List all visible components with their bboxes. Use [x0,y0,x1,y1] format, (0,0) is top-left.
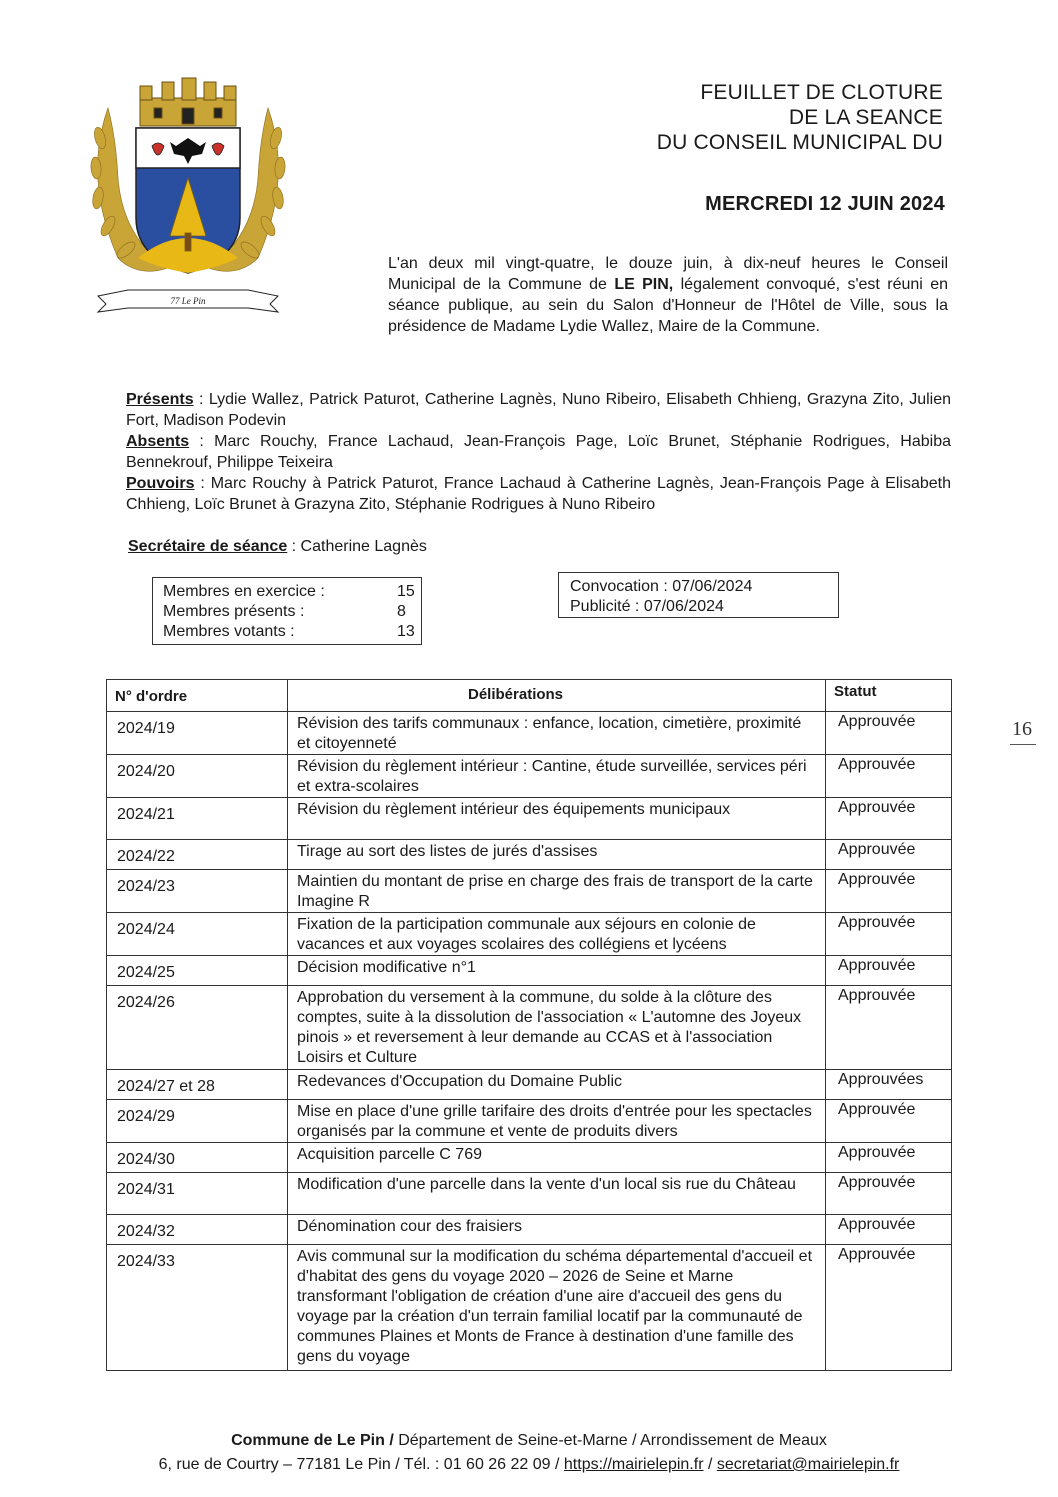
proxy-label: Pouvoirs [126,475,195,492]
row-num [107,1245,288,1371]
row-title [288,870,826,913]
table-row [107,870,952,913]
row-title [288,956,826,986]
row-title-text: Fixation de la participation communale aux séjours en colonie de vacances et aux voyages scolaires des collégiens et lycéens [297,916,756,953]
row-title-text: Révision du règlement intérieur des équipements municipaux [297,801,731,818]
website-link[interactable]: https://mairielepin.fr [563,1456,704,1473]
row-num-text: 2024/22 [117,848,175,865]
count-row-presents [163,603,411,623]
header-status-label: Statut [834,683,877,700]
row-title [288,986,826,1070]
present-label: Présents [126,391,194,408]
row-title [288,840,826,870]
count-row-exercice [163,583,415,603]
row-status-text: Approuvée [838,1174,916,1191]
row-title-text: Avis communal sur la modification du schéma départemental d'accueil et d'habitat des gens du voyage 2020 – 2026 de Seine et Marne transformant l'obligation de création d'une aire d'accueil des gens du voyage par la création d'un terrain familial locatif par la communauté de communes Plaines et Monts de France à destination d'une famille des gens du voyage [297,1248,813,1365]
row-num [107,755,288,798]
row-status-text: Approuvée [838,799,916,816]
row-status [826,1070,952,1100]
header-status [826,680,952,712]
row-num-text: 2024/19 [117,720,175,737]
row-num-text: 2024/26 [117,994,175,1011]
row-num [107,1070,288,1100]
footer-commune: Commune de Le Pin / [231,1432,394,1449]
row-status [826,1245,952,1371]
row-title-text: Révision des tarifs communaux : enfance, location, cimetière, proximité et citoyenneté [297,715,802,752]
footer-line-1 [0,1432,1058,1450]
table-row [107,798,952,840]
row-title-text: Décision modificative n°1 [297,959,476,976]
present-members [126,389,951,431]
row-status-text: Approuvée [838,957,916,974]
crest-motto: 77 Le Pin [170,296,206,306]
table-row [107,1245,952,1371]
title-line-3: DU CONSEIL MUNICIPAL DU [656,131,943,154]
row-num-text: 2024/25 [117,964,175,981]
count-label: Membres en exercice : [163,583,325,600]
table-row [107,1070,952,1100]
proxies [126,473,951,515]
row-status [826,755,952,798]
row-status-text: Approuvée [838,1246,916,1263]
row-status-text: Approuvée [838,987,916,1004]
row-status [826,1143,952,1173]
absent-members [126,431,951,473]
row-num-text: 2024/33 [117,1253,175,1270]
row-status-text: Approuvée [838,871,916,888]
footer-separator: / [703,1456,717,1473]
intro-paragraph [388,253,948,337]
row-status-text: Approuvée [838,1101,916,1118]
row-title-text: Dénomination cour des fraisiers [297,1218,522,1235]
row-title-text: Approbation du versement à la commune, du solde à la clôture des comptes, suite à la dissolution de l'association « L'automne des Joyeux pinois » et reversement à leur demande au CCAS et à l'association Loisirs et Culture [297,989,802,1066]
row-title [288,1100,826,1143]
row-title-text: Mise en place d'une grille tarifaire des droits d'entrée pour les spectacles organisés par la commune et vente de produits divers [297,1103,812,1140]
secretary-text: : Catherine Lagnès [287,538,427,555]
row-num [107,956,288,986]
table-row [107,1143,952,1173]
table-row [107,1100,952,1143]
footer-department: Département de Seine-et-Marne / Arrondissement de Meaux [393,1432,827,1449]
row-status [826,1215,952,1245]
row-num-text: 2024/23 [117,878,175,895]
proxy-text: : Marc Rouchy à Patrick Paturot, France Lachaud à Catherine Lagnès, Jean-François Page à Elisabeth Chhieng, Loïc Brunet à Grazyna Zito, Stéphanie Rodrigues à Nuno Ribeiro [126,475,951,513]
row-status-text: Approuvée [838,841,916,858]
table-row [107,956,952,986]
document-title [657,80,943,155]
intro-part-2: légalement convoqué, s'est réuni en séance publique, au sein du Salon d'Honneur de l'Hôtel de Ville, sous la présidence de Madame Lydie Wallez, Maire de la Commune. [388,276,948,335]
row-title [288,1173,826,1215]
row-status-text: Approuvées [838,1071,924,1088]
row-status-text: Approuvée [838,914,916,931]
header-num [107,680,288,712]
row-num [107,1100,288,1143]
footer-address: 6, rue de Courtry – 77181 Le Pin / Tél. : 01 60 26 22 09 / [158,1456,564,1473]
row-title [288,1070,826,1100]
table-row [107,986,952,1070]
row-num-text: 2024/31 [117,1181,175,1198]
header-title-label: Délibérations [468,686,564,703]
email-link[interactable]: secretariat@mairielepin.fr [716,1456,900,1473]
deliberations-table [106,679,952,1371]
row-title-text: Révision du règlement intérieur : Cantine, étude surveillée, services péri et extra-scolaires [297,758,807,795]
meeting-secretary [128,538,427,556]
table-row [107,712,952,755]
row-num-text: 2024/27 et 28 [117,1078,215,1095]
row-status [826,986,952,1070]
row-num-text: 2024/20 [117,763,175,780]
row-status-text: Approuvée [838,1216,916,1233]
table-row [107,1173,952,1215]
row-num-text: 2024/30 [117,1151,175,1168]
row-num-text: 2024/29 [117,1108,175,1125]
count-value: 8 [397,603,406,620]
row-num [107,1173,288,1215]
row-status-text: Approuvée [838,1144,916,1161]
row-num [107,913,288,956]
title-line-1: FEUILLET DE CLOTURE [700,81,943,104]
row-status-text: Approuvée [838,713,916,730]
row-num [107,712,288,755]
row-title [288,755,826,798]
count-value: 13 [397,623,415,640]
table-row [107,913,952,956]
row-num-text: 2024/32 [117,1223,175,1240]
page-number: 16 [1012,718,1032,740]
row-status [826,840,952,870]
convocation-box [558,572,839,618]
row-status [826,712,952,755]
row-num-text: 2024/21 [117,806,175,823]
row-status [826,870,952,913]
table-row [107,755,952,798]
row-title [288,1215,826,1245]
row-title [288,798,826,840]
row-status [826,956,952,986]
row-num [107,1143,288,1173]
row-status [826,798,952,840]
secretary-label: Secrétaire de séance [128,538,288,555]
row-num [107,870,288,913]
row-title-text: Tirage au sort des listes de jurés d'assises [297,843,598,860]
meeting-date: MERCREDI 12 JUIN 2024 [705,193,945,215]
row-title [288,1245,826,1371]
member-counts-box [152,577,422,645]
convocation-date: Convocation : 07/06/2024 [570,578,753,595]
table-header-row [107,680,952,712]
publicite-date: Publicité : 07/06/2024 [570,598,724,615]
mural-crown [140,78,236,126]
row-status [826,913,952,956]
footer-line-2 [0,1456,1058,1474]
title-line-2: DE LA SEANCE [788,106,943,129]
row-title [288,712,826,755]
count-label: Membres votants : [163,623,295,640]
row-title [288,1143,826,1173]
page-number-underline [1010,744,1036,745]
absent-label: Absents [126,433,190,450]
count-value: 15 [397,583,415,600]
row-num [107,798,288,840]
row-status [826,1100,952,1143]
row-title-text: Modification d'une parcelle dans la vente d'un local sis rue du Château [297,1176,796,1193]
absent-text: : Marc Rouchy, France Lachaud, Jean-François Page, Loïc Brunet, Stéphanie Rodrigues, Habiba Bennekrouf, Philippe Teixeira [126,433,951,471]
coat-of-arms-logo [78,68,298,318]
count-label: Membres présents : [163,603,305,620]
table-row [107,840,952,870]
row-status-text: Approuvée [838,756,916,773]
header-num-label: N° d'ordre [115,688,188,705]
count-row-votants [163,623,415,643]
row-title-text: Acquisition parcelle C 769 [297,1146,482,1163]
intro-part-1: L'an deux mil vingt-quatre, le douze juin, à dix-neuf heures le Conseil Municipal de la Commune de [388,255,948,293]
row-num [107,1215,288,1245]
present-text: : Lydie Wallez, Patrick Paturot, Catherine Lagnès, Nuno Ribeiro, Elisabeth Chhieng, Grazyna Zito, Julien Fort, Madison Podevin [126,391,951,429]
row-title-text: Redevances d'Occupation du Domaine Public [297,1073,623,1090]
row-num-text: 2024/24 [117,921,175,938]
row-num [107,986,288,1070]
row-title-text: Maintien du montant de prise en charge des frais de transport de la carte Imagine R [297,873,813,910]
row-title [288,913,826,956]
table-row [107,1215,952,1245]
row-num [107,840,288,870]
header-title [288,680,826,712]
row-status [826,1173,952,1215]
intro-commune: LE PIN, [614,276,674,293]
